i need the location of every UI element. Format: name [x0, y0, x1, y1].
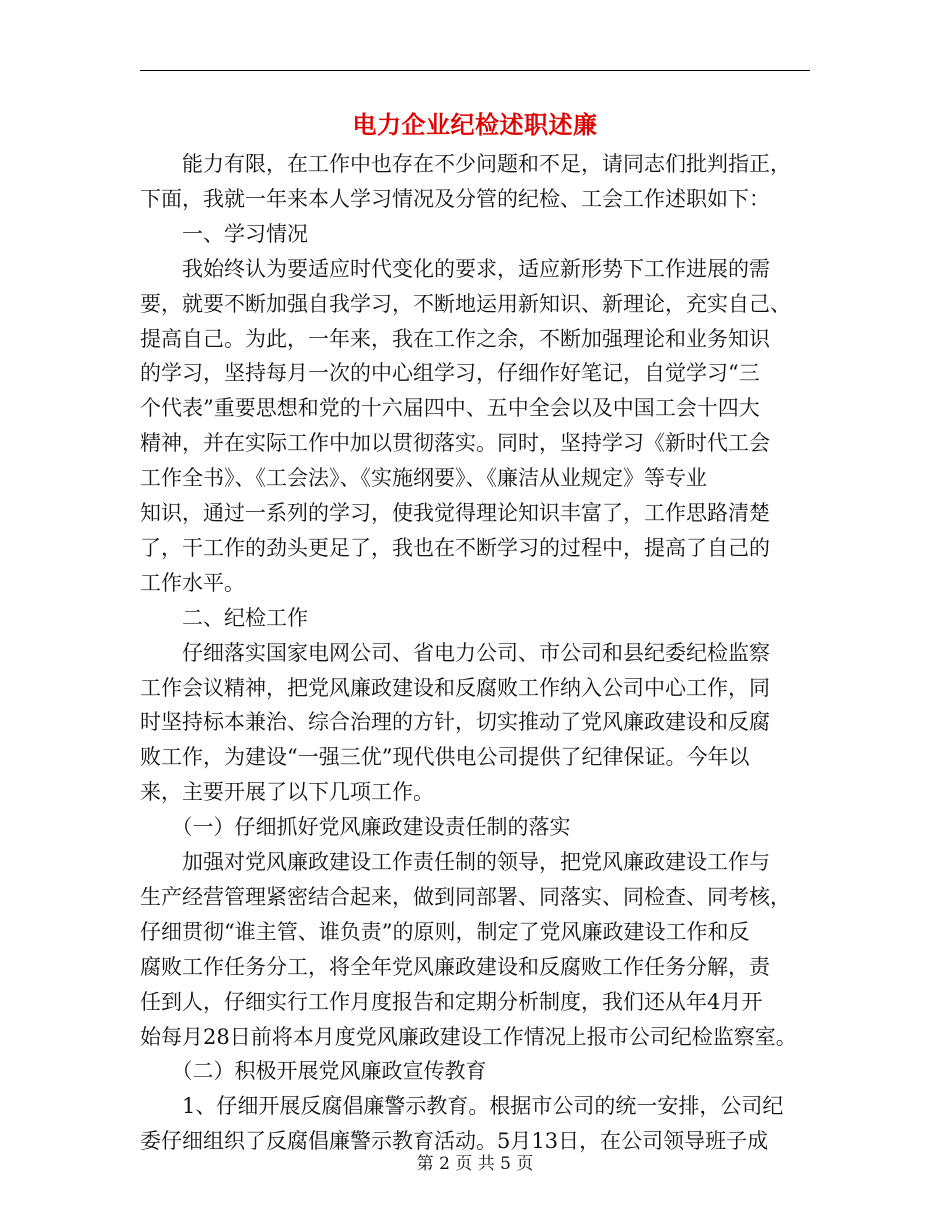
text-line: 加强对党风廉政建设工作责任制的领导，把党风廉政建设工作与 — [140, 850, 770, 874]
text-line: （一）仔细抓好党风廉政建设责任制的落实 — [140, 815, 571, 840]
text-line: 提高自己。为此，一年来，我在工作之余，不断加强理论和业务知识 — [140, 326, 770, 351]
text-line: 的学习，坚持每月一次的中心组学习，仔细作好笔记，自觉学习“三 — [140, 361, 760, 386]
text-line: 时坚持标本兼治、综合治理的方针，切实推动了党风廉政建设和反腐 — [140, 710, 770, 735]
text-line: 任到人，仔细实行工作月度报告和定期分析制度，我们还从年4月开 — [140, 989, 763, 1014]
text-line: 始每月28日前将本月度党风廉政建设工作情况上报市公司纪检监察室。 — [140, 1024, 797, 1049]
text-line: 工作全书》、《工会法》、《实施纲要》、《廉洁从业规定》等专业 — [140, 466, 707, 491]
text-line: 生产经营管理紧密结合起来，做到同部署、同落实、同检查、同考核， — [140, 884, 791, 909]
text-line: （二）积极开展党风廉政宣传教育 — [140, 1059, 487, 1084]
text-line: 工作水平。 — [140, 570, 245, 595]
text-line: 知识，通过一系列的学习，使我觉得理论知识丰富了，工作思路清楚 — [140, 501, 770, 525]
text-line: 精神，并在实际工作中加以贯彻落实。同时，坚持学习《新时代工会 — [140, 431, 770, 456]
text-line: 能力有限，在工作中也存在不少问题和不足，请同志们批判指正， — [140, 152, 791, 176]
text-line: 来，主要开展了以下几项工作。 — [140, 780, 434, 805]
text-line: 工作会议精神，把党风廉政建设和反腐败工作纳入公司中心工作，同 — [140, 675, 770, 700]
text-line: 下面，我就一年来本人学习情况及分管的纪检、工会工作述职如下： — [140, 186, 770, 211]
text-line: 1、仔细开展反腐倡廉警示教育。根据市公司的统一安排，公司纪 — [140, 1094, 784, 1119]
text-line: 了，干工作的劲头更足了，我也在不断学习的过程中，提高了自己的 — [140, 535, 770, 560]
text-line: 败工作，为建设“一强三优”现代供电公司提供了纪律保证。今年以 — [140, 745, 750, 770]
page-footer: 第 2 页 共 5 页 — [416, 1154, 534, 1174]
text-line: 个代表”重要思想和党的十六届四中、五中全会以及中国工会十四大 — [140, 396, 760, 421]
header-rule — [140, 70, 810, 71]
text-line: 腐败工作任务分工，将全年党风廉政建设和反腐败工作任务分解，责 — [140, 954, 770, 979]
text-line: 我始终认为要适应时代变化的要求，适应新形势下工作进展的需 — [140, 256, 770, 281]
document-title: 电力企业纪检述职述廉 — [352, 110, 598, 139]
text-line: 一、学习情况 — [140, 221, 308, 246]
text-line: 仔细贯彻“谁主管、谁负责”的原则，制定了党风廉政建设工作和反 — [140, 919, 750, 944]
text-line: 仔细落实国家电网公司、省电力公司、市公司和县纪委纪检监察 — [140, 640, 770, 665]
text-line: 要，就要不断加强自我学习，不断地运用新知识、新理论，充实自己、 — [140, 291, 791, 316]
text-line: 委仔细组织了反腐倡廉警示教育活动。5月13日，在公司领导班子成 — [140, 1129, 769, 1154]
text-line: 二、纪检工作 — [140, 605, 308, 630]
